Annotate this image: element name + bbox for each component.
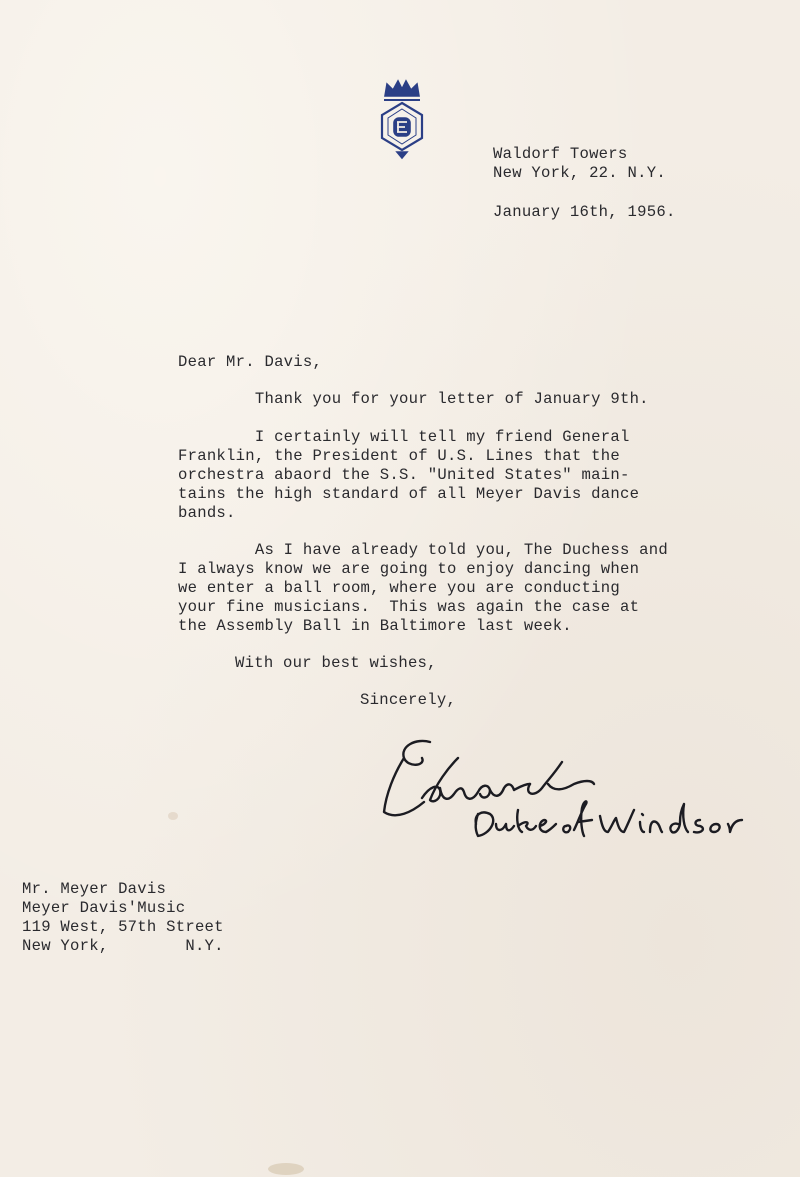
paper-stain (268, 1163, 304, 1175)
paragraph-3-line: I always know we are going to enjoy dancing when (178, 560, 640, 578)
handwritten-signature (378, 728, 773, 843)
salutation: Dear Mr. Davis, (178, 353, 323, 371)
paper-stain (168, 812, 178, 820)
paragraph-3-line: your fine musicians. This was again the case at (178, 598, 640, 616)
recipient-address-line: Mr. Meyer Davis (22, 880, 167, 898)
paragraph-3-line: As I have already told you, The Duchess and (178, 541, 668, 559)
paragraph-2-line: tains the high standard of all Meyer Davis dance (178, 485, 640, 503)
recipient-address-line: Meyer Davis'Music (22, 899, 186, 917)
paragraph-2-line: I certainly will tell my friend General (178, 428, 630, 446)
paragraph-3-line: the Assembly Ball in Baltimore last week. (178, 617, 572, 635)
letterhead-address-line2: New York, 22. N.Y. (493, 164, 666, 182)
letter-date: January 16th, 1956. (493, 203, 676, 221)
closing-wishes: With our best wishes, (235, 654, 437, 672)
paragraph-1-line: Thank you for your letter of January 9th. (178, 390, 649, 408)
paragraph-2-line: orchestra abaord the S.S. "United States" main- (178, 466, 630, 484)
paragraph-2-line: bands. (178, 504, 236, 522)
closing-sincerely: Sincerely, (360, 691, 457, 709)
royal-cypher-crest-icon (373, 78, 431, 160)
letterhead-address-line1: Waldorf Towers (493, 145, 628, 163)
recipient-address-line: 119 West, 57th Street (22, 918, 224, 936)
paragraph-2-line: Franklin, the President of U.S. Lines that the (178, 447, 620, 465)
recipient-address-line: New York, N.Y. (22, 937, 224, 955)
paragraph-3-line: we enter a ball room, where you are conducting (178, 579, 620, 597)
